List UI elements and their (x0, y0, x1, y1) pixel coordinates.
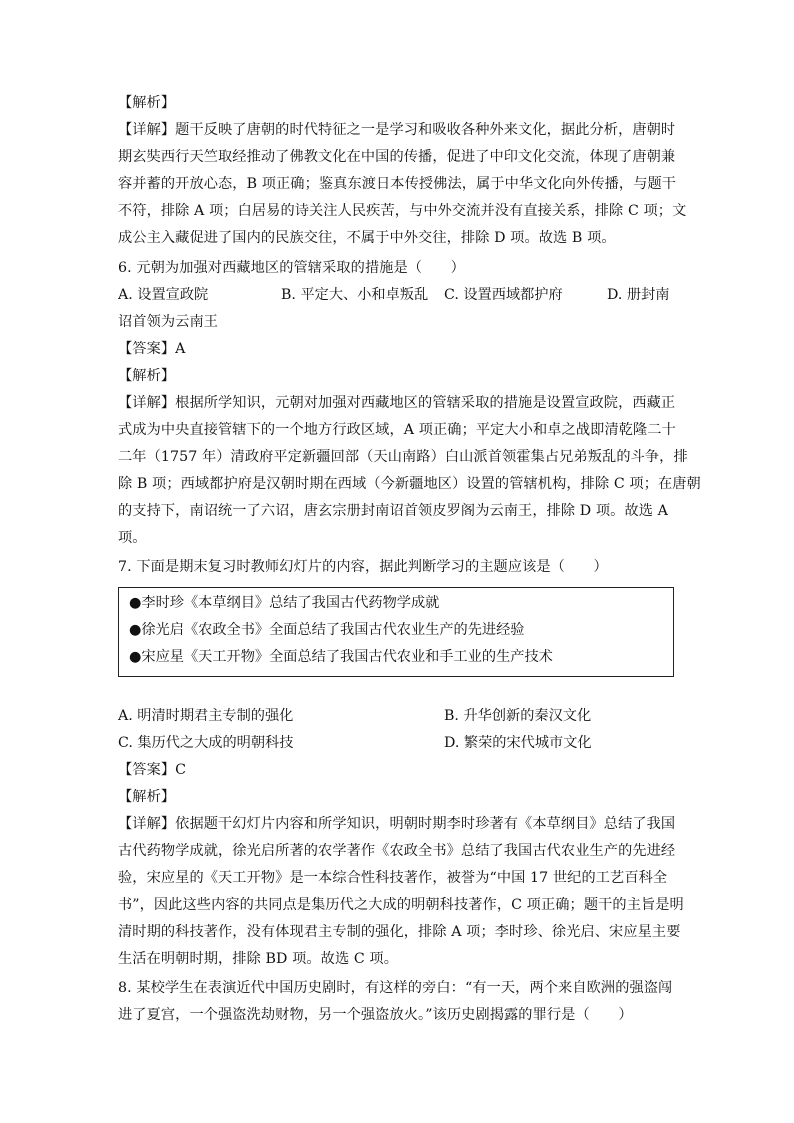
question-7-stem: 7. 下面是期末复习时教师幻灯片的内容，据此判断学习的主题应该是（ ） (118, 559, 608, 575)
question-6-stem: 6. 元朝为加强对西藏地区的管辖采取的措施是（ ） (118, 260, 465, 276)
question-6-options (118, 282, 678, 309)
detail-line: 的支持下，南诏统一了六诏，唐玄宗册封南诏首领皮罗阁为云南王，排除 D 项。故选 A (118, 503, 669, 519)
option-b: B. 升华创新的秦汉文化 (444, 708, 592, 724)
answer: 【答案】A (118, 341, 186, 357)
option-b: B. 平定大、小和卓叛乱 (281, 287, 429, 303)
detail-line: 古代药物学成就，徐光启所著的农学著作《农政全书》总结了我国古代农业生产的先进经 (118, 843, 676, 859)
detail-line: 【详解】题干反映了唐朝的时代特征之一是学习和吸收各种外来文化，据此分析，唐朝时 (118, 122, 676, 138)
question-7-body (118, 703, 684, 973)
question-8-stem-line: 进了夏宫，一个强盗洗劫财物，另一个强盗放火。”该历史剧揭露的罪行是（ ） (118, 1007, 633, 1023)
slide-item: ●李时珍《本草纲目》总结了我国古代药物学成就 (129, 595, 440, 611)
analysis-tag: 【解析】 (118, 95, 176, 111)
option-c: C. 集历代之大成的明朝科技 (118, 735, 294, 751)
slide-item: ●徐光启《农政全书》全面总结了我国古代农业生产的先进经验 (129, 622, 525, 638)
analysis-tag: 【解析】 (118, 368, 176, 384)
option-a: A. 设置宣政院 (118, 287, 209, 303)
slide-content-box (118, 587, 674, 677)
detail-line: 项。 (118, 530, 147, 546)
analysis-tag: 【解析】 (118, 789, 176, 805)
question-7 (118, 554, 678, 581)
option-d: D. 册封南 (607, 287, 670, 303)
detail-line: 成公主入藏促进了国内的民族交往，不属于中外交往，排除 D 项。故选 B 项。 (118, 230, 616, 246)
detail-line: 式成为中央直接管辖下的一个地方行政区域，A 项正确；平定大小和卓之战即清乾隆二十 (118, 422, 676, 438)
detail-line: 【详解】依据题干幻灯片内容和所学知识，明朝时期李时珍著有《本草纲目》总结了我国 (118, 816, 676, 832)
question-6 (118, 255, 701, 552)
option-d: D. 繁荣的宋代城市文化 (444, 735, 592, 751)
q5-analysis-section (118, 90, 687, 252)
detail-line: 除 B 项；西域都护府是汉朝时期在西域（今新疆地区）设置的管辖机构，排除 C 项；在唐朝 (118, 476, 701, 492)
detail-line: 二年（1757 年）清政府平定新疆回部（天山南路）白山派首领霍集占兄弟叛乱的斗争，排 (118, 449, 688, 465)
question-8-stem-line: 8. 某校学生在表演近代中国历史剧时，有这样的旁白：“有一天，两个来自欧洲的强盗闯 (118, 980, 673, 996)
detail-line: 生活在明朝时期，排除 BD 项。故选 C 项。 (118, 951, 398, 967)
detail-line: 【详解】根据所学知识，元朝对加强对西藏地区的管辖采取的措施是设置宣政院，西藏正 (118, 395, 676, 411)
question-7-options-row2 (118, 730, 678, 757)
question-7-options-row1 (118, 703, 678, 730)
detail-line: 验，宋应星的《天工开物》是一本综合性科技著作，被誉为“中国 17 世纪的工艺百科全 (118, 870, 668, 886)
detail-line: 容并蓄的开放心态，B 项正确；鉴真东渡日本传授佛法，属于中华文化向外传播，与题干 (118, 176, 677, 192)
option-c: C. 设置西域都护府 (444, 287, 563, 303)
answer: 【答案】C (118, 762, 187, 778)
detail-line: 书”，因此这些内容的共同点是集历代之大成的明朝科技著作，C 项正确；题干的主旨是明 (118, 897, 684, 913)
option-a: A. 明清时期君主专制的强化 (118, 708, 294, 724)
option-d-continuation: 诏首领为云南王 (118, 314, 219, 330)
detail-line: 期玄奘西行天竺取经推动了佛教文化在中国的传播，促进了中印文化交流，体现了唐朝兼 (118, 149, 676, 165)
detail-line: 不符，排除 A 项；白居易的诗关注人民疾苦，与中外交流并没有直接关系，排除 C 项；文 (118, 203, 687, 219)
slide-item: ●宋应星《天工开物》全面总结了我国古代农业和手工业的生产技术 (129, 649, 553, 665)
detail-line: 清时期的科技著作，没有体现君主专制的强化，排除 A 项；李时珍、徐光启、宋应星主要 (118, 924, 681, 940)
question-8 (118, 975, 678, 1029)
